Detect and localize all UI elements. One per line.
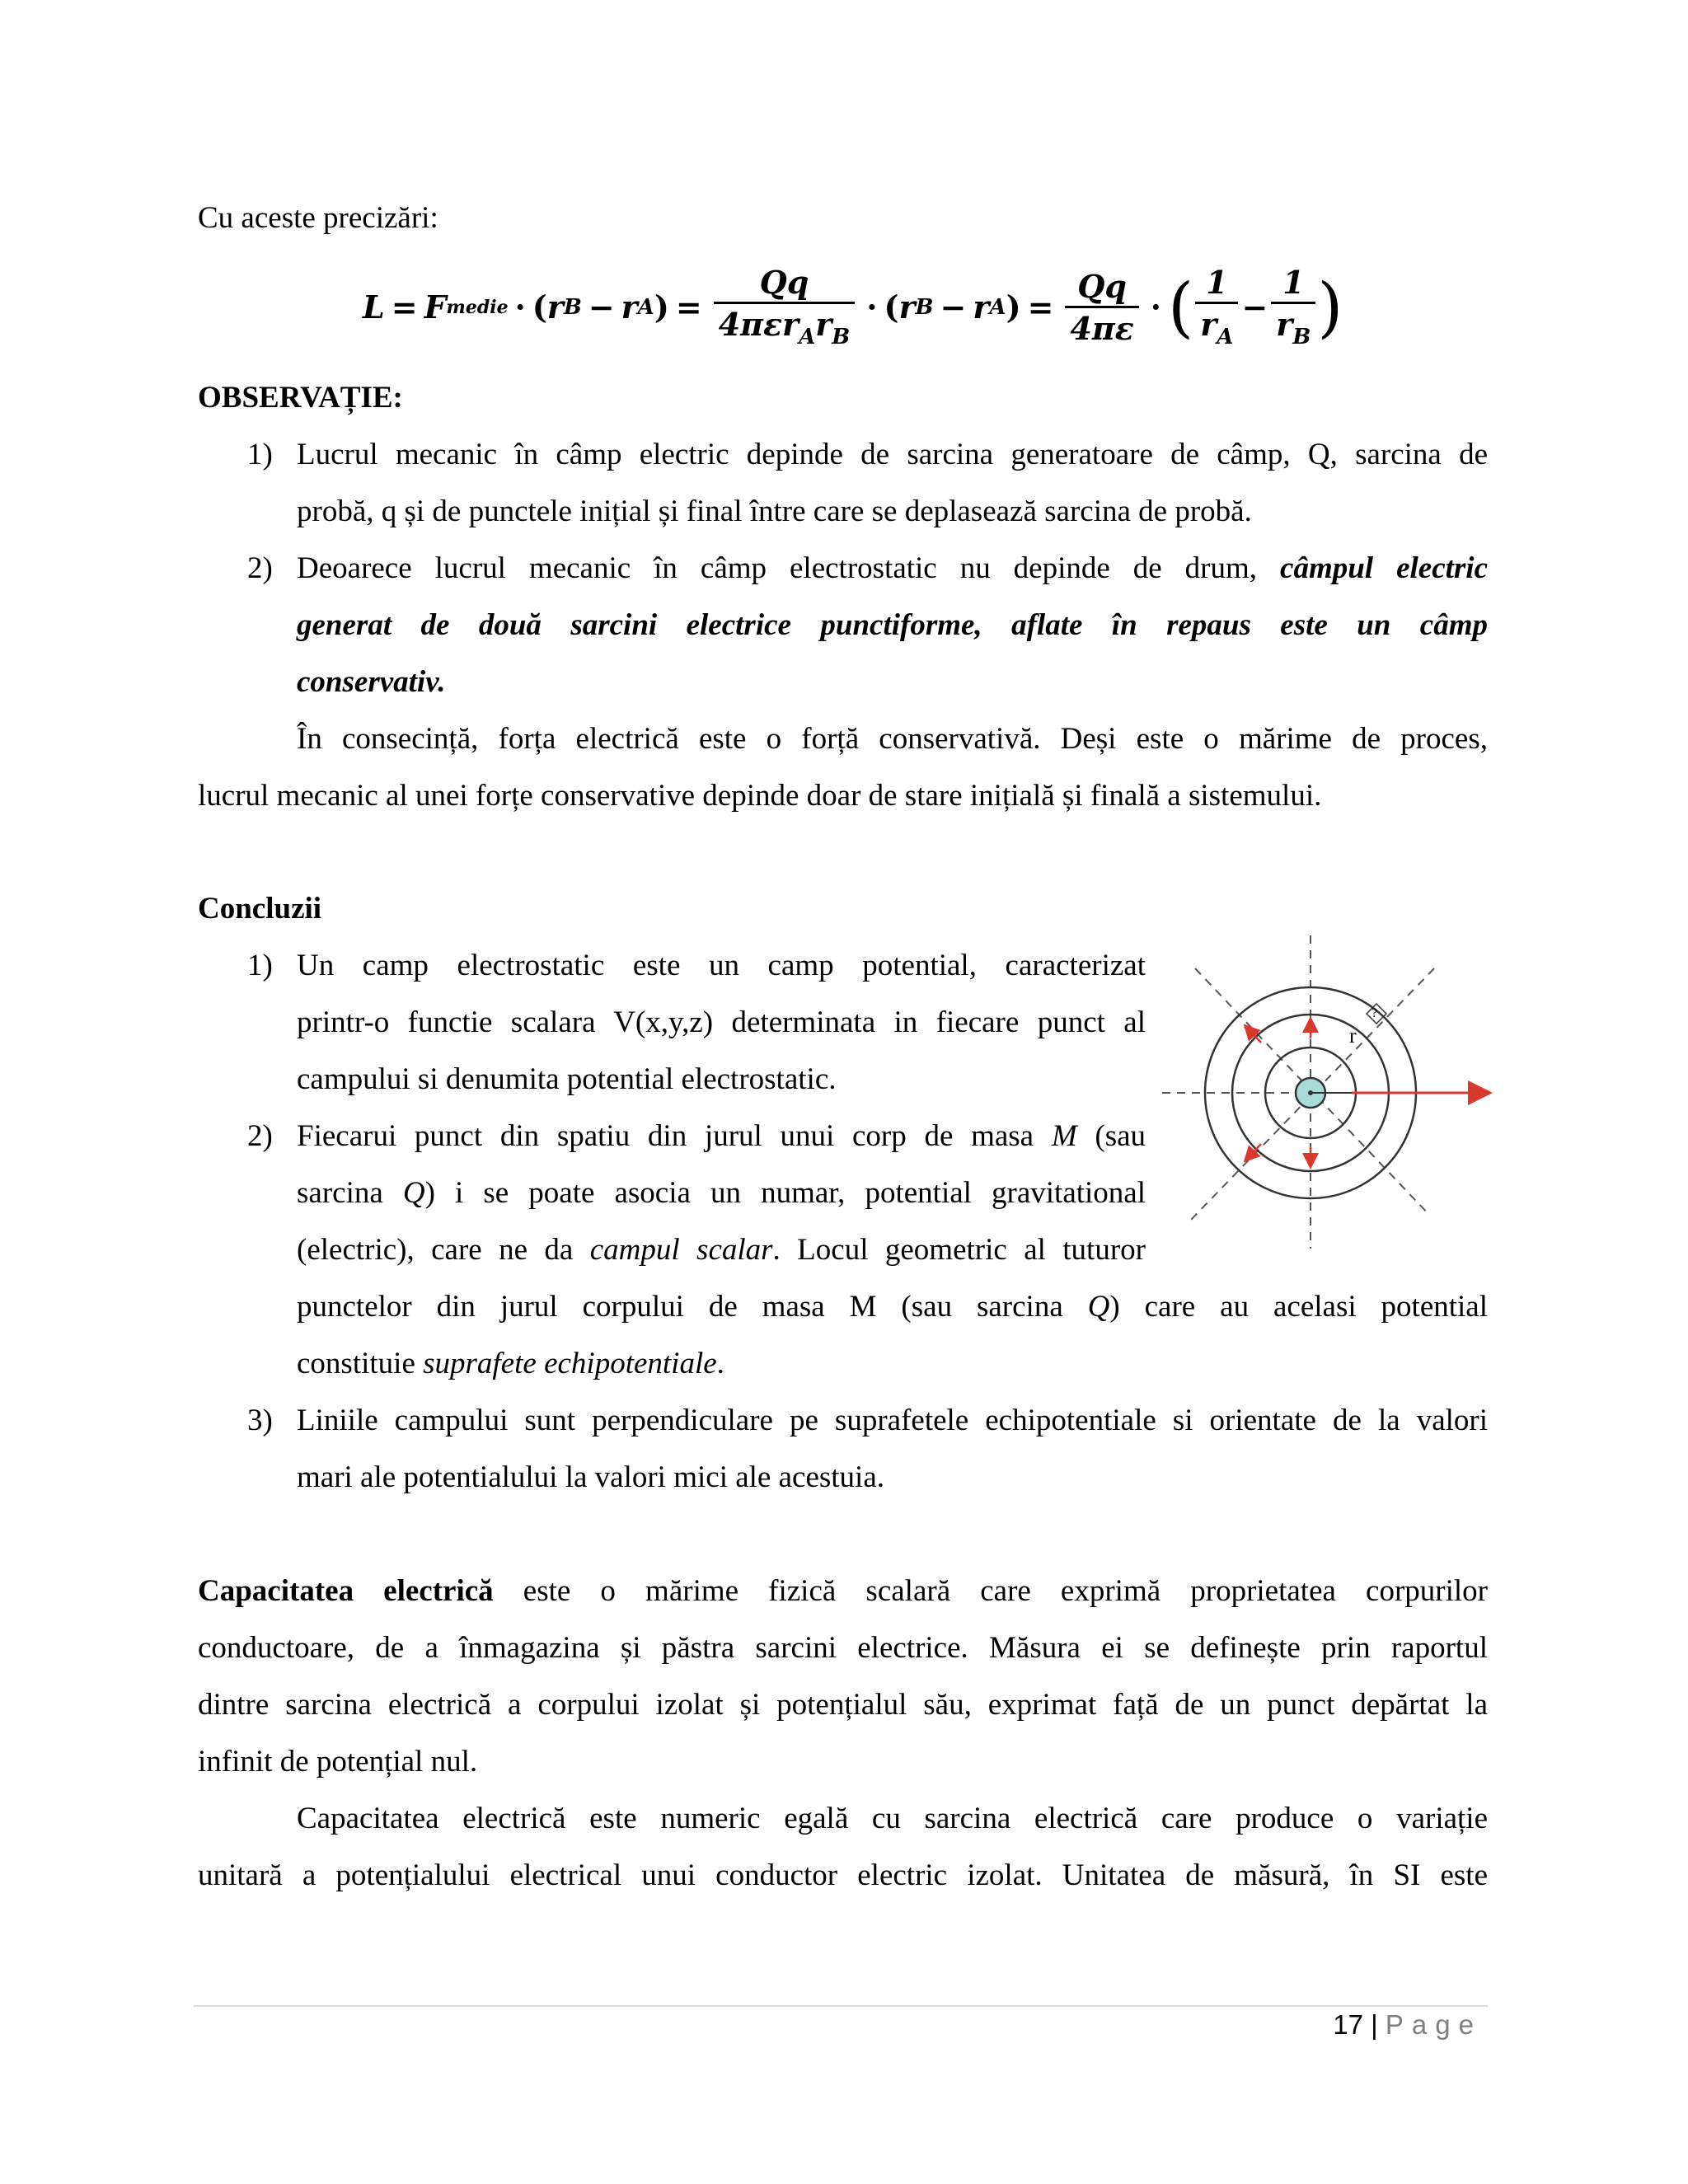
concluzii-item-3-line-1: Liniile campului sunt perpendiculare pe suprafetele echipotentiale si orientate de la valori [297,1404,1488,1437]
formula-paren: ) [1006,288,1021,326]
formula-big-paren: ) [1317,269,1343,345]
den-rA: r [782,306,799,343]
concluzii-heading [198,880,321,937]
observatie-heading [198,369,403,426]
observatie-item-2-bold-1: câmpul electric [1280,551,1488,585]
fraction-4 [1271,264,1315,349]
concluzii-item-1-line-1: Un camp electrostatic este un camp potential, caracterizat [297,949,1146,982]
text-span: (electric), care ne da [297,1233,574,1267]
formula-rB-sub: B [915,295,934,320]
item-number: 1) [247,438,273,471]
page-number: 17 [1333,2009,1363,2040]
text-span: sarcina [297,1176,383,1210]
item-number: 3) [247,1404,273,1437]
concluzii-item-2-line-5 [297,1335,1488,1392]
observatie-item-2-text: Deoarece lucrul mecanic în câmp electrostatic nu depinde de drum, [297,551,1258,585]
capacitate-term: Capacitatea electrică [198,1574,494,1608]
observatie-item-2-bold-2: generat de două sarcini electrice punctiforme, aflate în repaus este un câmp [297,608,1488,642]
text-italic-suprafete: suprafete echipotentiale [423,1347,717,1380]
capacitate-paragraph-2 [198,1790,1488,1904]
formula-big-paren: ( [1168,269,1194,345]
observatie-heading-text: OBSERVAȚIE: [198,381,403,415]
page-footer [1333,2000,1482,2050]
concluzii-item-2-line-3 [297,1221,1146,1278]
formula-paren: ( [884,288,899,326]
concluzii-item-2-line-4 [297,1278,1488,1335]
concluzii-item-1-line-3: campului si denumita potential electrostatic. [297,1062,837,1096]
fraction-3 [1195,264,1238,349]
formula-dot: · [866,288,878,326]
text-span: ) i se poate asocia un numar, potential gravitational [424,1176,1146,1210]
footer-separator: | [1371,2009,1378,2040]
text-span: este o mărime fizică scalară care exprimă proprietatea corpurilor [523,1574,1488,1608]
fraction-1-numerator: Qq [759,264,809,301]
formula-equals: = [1027,288,1054,326]
formula-rB: r [898,288,916,326]
concluzii-heading-text: Concluzii [198,892,322,926]
formula-paren: ( [532,288,547,326]
observatie-item-1-line-1: Lucrul mecanic în câmp electric depinde de sarcina generatoare de câmp, Q, sarcina de [297,438,1488,471]
equipotential-figure [1154,931,1500,1253]
formula-minus: − [940,288,967,326]
text-span: constituie [297,1347,415,1380]
label-r: r [1349,1024,1357,1047]
text-italic-Q: Q [402,1176,425,1210]
fraction-2 [1065,267,1138,347]
capacitate-line-3: dintre sarcina electrică a corpului izolat și potențialul său, exprimat față de un punct depărtat la [198,1688,1488,1722]
text-italic-M: M [1051,1119,1077,1153]
concluzii-item-2-line-1 [297,1108,1146,1165]
fraction-2-numerator: Qq [1077,267,1127,305]
page-label: Page [1385,2009,1482,2040]
formula-rA: r [973,288,990,326]
item-number: 2) [247,551,273,585]
work-formula [363,254,1343,361]
den-rB-sub: B [832,325,851,349]
observatie-paragraph-line-2: lucrul mecanic al unei forțe conservative depinde doar de stare inițială și finală a sistemului. [198,779,1322,813]
observatie-item-2-line-3 [297,654,1488,710]
formula-rA-sub: A [989,295,1006,320]
formula-dot: · [514,288,526,326]
fraction-1 [714,264,856,349]
den-rA: r [1200,306,1217,343]
observatie-item-1-line-2: probă, q și de punctele inițial și final între care se deplasează sarcina de probă. [297,494,1252,528]
formula-minus: − [588,288,615,326]
text-span: ) care au acelasi potential [1109,1290,1488,1324]
text-span: punctelor din jurul corpului de masa M (sau sarcina [297,1290,1063,1324]
item-number: 1) [247,949,273,982]
concluzii-item-3 [247,1392,1488,1506]
formula-F-sub: medie [446,297,509,318]
observatie-item-2-line-2 [297,597,1488,654]
intro-text: Cu aceste precizări: [198,201,438,235]
fraction-3-numerator: 1 [1206,264,1228,301]
observatie-item-2 [247,540,1488,710]
capacitate-p2-line-1: Capacitatea electrică este numeric egală cu sarcina electrică care produce o variație [297,1802,1488,1835]
observatie-paragraph-line-1: În consecință, forța electrică este o forță conservativă. Deși este o mărime de proces, [297,722,1488,756]
formula-rB: r [546,288,564,326]
observatie-item-2-bold-3: conservativ. [297,665,446,699]
den-rB-sub: B [1292,325,1311,349]
footer-divider [194,2005,1488,2007]
text-span: . [716,1347,724,1380]
capacitate-p2-line-2: unitară a potențialului electrical unui conductor electric izolat. Unitatea de măsură, în SI este [198,1858,1488,1892]
text-span: Fiecarui punct din spatiu din jurul unui corp de masa [297,1119,1034,1153]
fraction-3-denominator [1195,302,1238,348]
concluzii-item-2-line-2 [297,1165,1146,1221]
den-rB: r [815,306,832,343]
den-rB: r [1276,306,1293,343]
concluzii-item-1 [247,937,1146,1108]
formula-rA-sub: A [637,295,654,320]
item-number: 2) [247,1119,273,1153]
capacitate-line-1 [198,1563,1488,1619]
capacitate-line-2: conductoare, de a înmagazina și păstra sarcini electrice. Măsura ei se definește prin raportul [198,1631,1488,1665]
fraction-2-denominator: 4πε [1065,306,1138,344]
concluzii-item-1-line-2: printr-o functie scalara V(x,y,z) determinata in fiecare punct al [297,1005,1146,1039]
formula-equals: = [391,288,418,326]
observatie-item-1 [247,426,1488,540]
fraction-4-numerator: 1 [1282,264,1305,301]
formula-rB-sub: B [563,295,582,320]
text-span: . Locul geometric al tuturor [772,1233,1146,1267]
capacitate-line-4: infinit de potențial nul. [198,1745,478,1779]
concluzii-item-3-line-2: mari ale potentialului la valori mici ale acestuia. [297,1460,884,1494]
text-italic-Q: Q [1087,1290,1110,1324]
den-rA-sub: A [1217,325,1234,349]
den-rA-sub: A [799,325,816,349]
formula-L: L [363,288,385,326]
text-italic-campul-scalar: campul scalar [589,1233,773,1267]
fraction-4-denominator [1271,302,1315,348]
formula-minus: − [1241,288,1268,326]
formula-F: F [424,288,447,326]
observatie-item-2-line-1 [297,540,1488,597]
capacitate-paragraph-1 [198,1563,1488,1790]
den-4pie: 4πε [718,306,783,343]
text-span: (sau [1095,1119,1146,1153]
formula-dot: · [1150,288,1161,326]
formula-equals: = [675,288,702,326]
observatie-paragraph [198,710,1488,824]
formula-paren: ) [654,288,669,326]
label-question: ? [1372,1006,1378,1020]
formula-rA: r [621,288,638,326]
fraction-1-denominator [714,302,856,348]
